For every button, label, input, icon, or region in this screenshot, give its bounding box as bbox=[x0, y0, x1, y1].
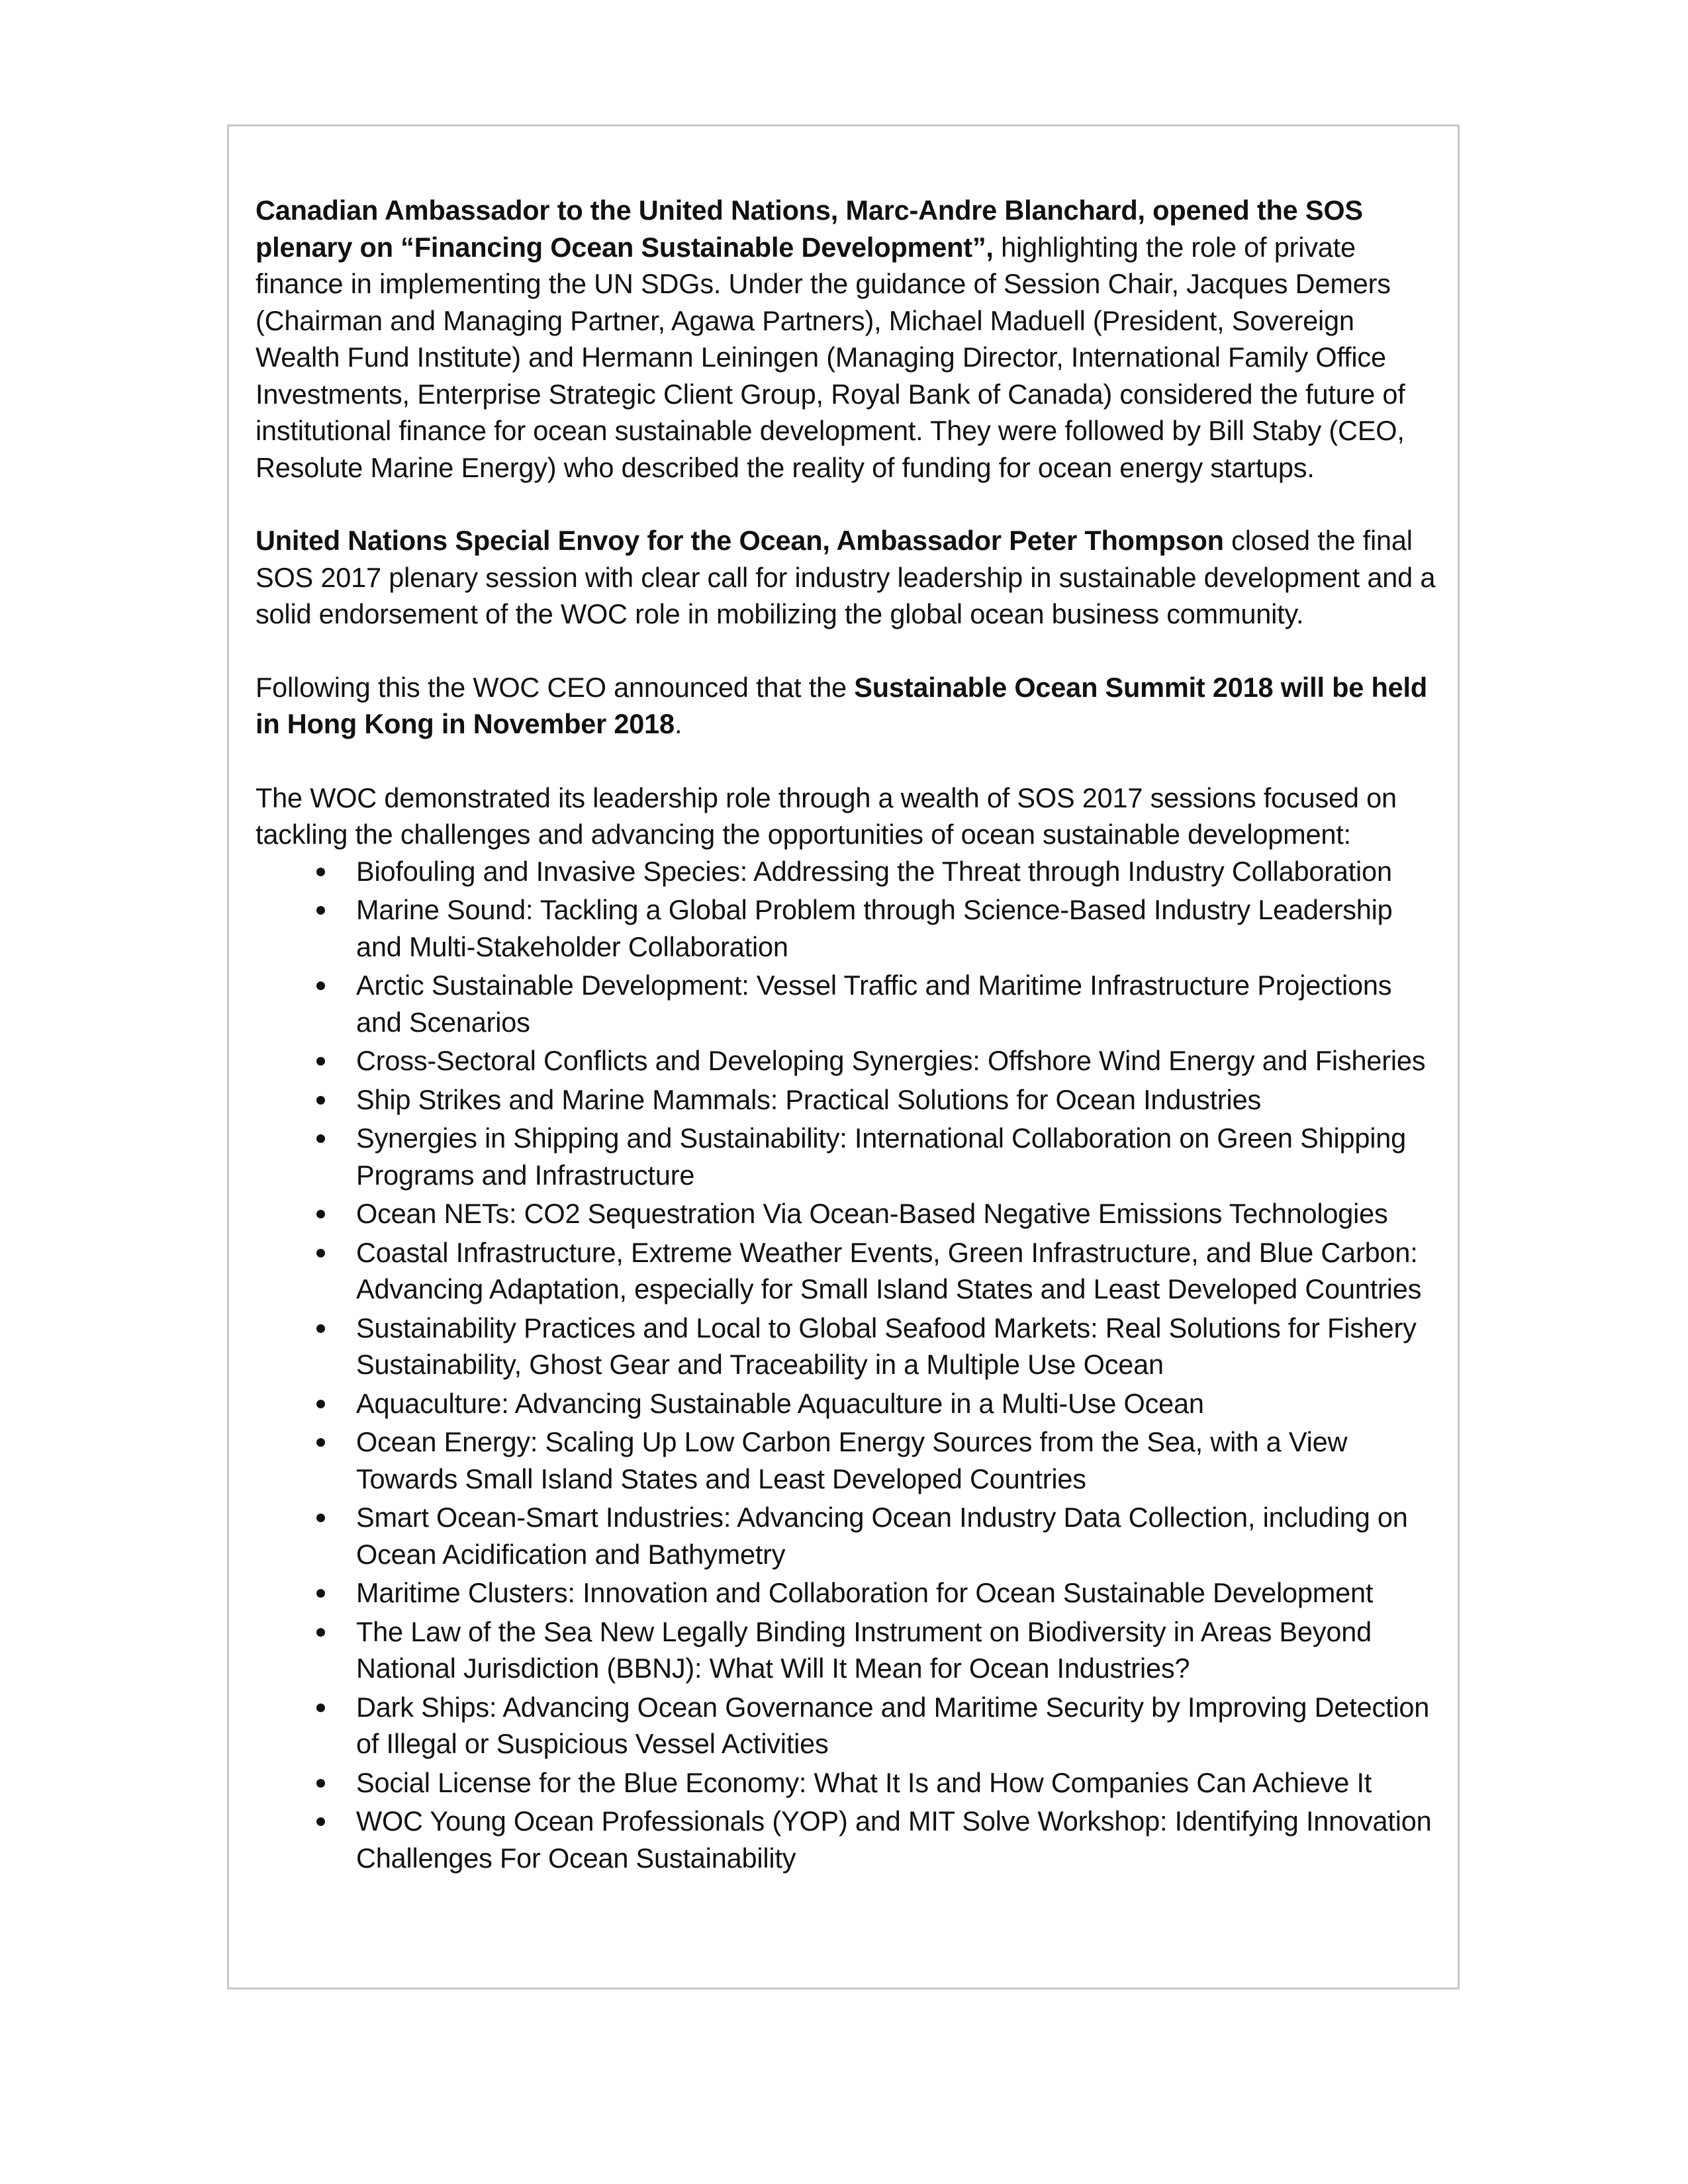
paragraph-highlight-bold: Sustainable Ocean Summit 2018 will be held in Hong Kong in November 2018 bbox=[256, 671, 1427, 739]
list-item bbox=[256, 1195, 1440, 1232]
bullet-icon bbox=[316, 1589, 325, 1598]
list-item bbox=[256, 967, 1440, 1040]
list-item bbox=[256, 1042, 1440, 1079]
bullet-icon bbox=[316, 906, 325, 915]
bullet-icon bbox=[316, 868, 325, 876]
list-item-text: Synergies in Shipping and Sustainability: International Collaboration on Green Shipping Programs and Infrastructure bbox=[356, 1122, 1407, 1191]
bullet-icon bbox=[316, 1704, 325, 1712]
list-item-text: WOC Young Ocean Professionals (YOP) and MIT Solve Workshop: Identifying Innovation Challenges For Ocean Sustainability bbox=[356, 1805, 1432, 1874]
list-item bbox=[256, 1574, 1440, 1612]
bullet-icon bbox=[316, 981, 325, 990]
list-item-text: Ship Strikes and Marine Mammals: Practical Solutions for Ocean Industries bbox=[356, 1083, 1261, 1115]
paragraph-text: closed the final SOS 2017 plenary session with clear call for industry leadership in sustainable development and a solid endorsement of the WOC role in mobilizing the global ocean business community. bbox=[256, 525, 1436, 629]
list-item bbox=[256, 1234, 1440, 1308]
list-item-text: The Law of the Sea New Legally Binding Instrument on Biodiversity in Areas Beyond National Jurisdiction (BBNJ): What Will It Mean for Ocean Industries? bbox=[356, 1615, 1372, 1684]
bullet-icon bbox=[316, 1514, 325, 1522]
paragraph-sessions-intro: The WOC demonstrated its leadership role through a wealth of SOS 2017 sessions focused on tackling the challenges and advancing the opportunities of ocean sustainable development: bbox=[256, 782, 1397, 850]
paragraph-text: highlighting the role of private finance in implementing the UN SDGs. Under the guidance of Session Chair, Jacques Demers (Chairman and Managing Partner, Agawa Partners), Michael Maduell (President, Sovereign Wealth Fund Institute) and Hermann Leiningen (Managing Director, International Family Office Investments, Enterprise Strategic Client Group, Royal Bank of Canada) considered the future of institutional finance for ocean sustainable development. They were followed by Bill Staby (CEO, Resolute Marine Energy) who described the reality of funding for ocean energy startups. bbox=[256, 231, 1405, 483]
list-item-text: Arctic Sustainable Development: Vessel Traffic and Maritime Infrastructure Projections and Scenarios bbox=[356, 970, 1392, 1038]
bullet-icon bbox=[316, 1628, 325, 1637]
list-item bbox=[256, 853, 1440, 890]
list-item bbox=[256, 1424, 1440, 1497]
paragraph-spacer bbox=[256, 743, 1440, 780]
bullet-icon bbox=[316, 1400, 325, 1408]
bullet-icon bbox=[316, 1779, 325, 1788]
list-item bbox=[256, 1081, 1440, 1118]
list-item bbox=[256, 891, 1440, 965]
paragraph-spacer bbox=[256, 633, 1440, 669]
bullet-icon bbox=[316, 1249, 325, 1257]
paragraph-text: Following this the WOC CEO announced that the bbox=[256, 671, 855, 703]
list-item-text: Dark Ships: Advancing Ocean Governance and Maritime Security by Improving Detection of Illegal or Suspicious Vessel Activities bbox=[356, 1691, 1430, 1759]
paragraph-spacer bbox=[256, 486, 1440, 522]
paragraph-text: . bbox=[674, 708, 682, 739]
list-item bbox=[256, 1803, 1440, 1876]
list-item-text: Smart Ocean-Smart Industries: Advancing Ocean Industry Data Collection, including on Ocean Acidification and Bathymetry bbox=[356, 1502, 1408, 1570]
bullet-icon bbox=[316, 1438, 325, 1447]
paragraph-lead-bold: Canadian Ambassador to the United Nations, Marc-Andre Blanchard, opened the SOS plenary on “Financing Ocean Sustainable Development”, bbox=[256, 195, 1363, 263]
list-item bbox=[256, 1689, 1440, 1762]
bullet-icon bbox=[316, 1096, 325, 1105]
paragraph-lead-bold: United Nations Special Envoy for the Ocean, Ambassador Peter Thompson bbox=[256, 525, 1224, 556]
list-item-text: Sustainability Practices and Local to Global Seafood Markets: Real Solutions for Fishery Sustainability, Ghost Gear and Traceability in a Multiple Use Ocean bbox=[356, 1312, 1417, 1380]
list-item-text: Ocean NETs: CO2 Sequestration Via Ocean-Based Negative Emissions Technologies bbox=[356, 1198, 1388, 1229]
list-item-text: Cross-Sectoral Conflicts and Developing Synergies: Offshore Wind Energy and Fisheries bbox=[356, 1045, 1426, 1076]
paragraph-summit-announcement bbox=[256, 669, 1440, 743]
sessions-list bbox=[256, 853, 1440, 1877]
list-item-text: Maritime Clusters: Innovation and Collaboration for Ocean Sustainable Development bbox=[356, 1577, 1374, 1608]
list-item bbox=[256, 1499, 1440, 1572]
document-body bbox=[256, 192, 1440, 1878]
list-item bbox=[256, 1385, 1440, 1422]
bullet-icon bbox=[316, 1057, 325, 1066]
list-item bbox=[256, 1614, 1440, 1687]
bullet-icon bbox=[316, 1817, 325, 1826]
bullet-icon bbox=[316, 1210, 325, 1218]
bullet-icon bbox=[316, 1324, 325, 1333]
list-item bbox=[256, 1120, 1440, 1193]
list-item-text: Biofouling and Invasive Species: Addressing the Threat through Industry Collaboration bbox=[356, 855, 1392, 887]
list-item-text: Ocean Energy: Scaling Up Low Carbon Energy Sources from the Sea, with a View Towards Small Island States and Least Developed Countries bbox=[356, 1426, 1348, 1494]
paragraph-financing-plenary bbox=[256, 192, 1440, 486]
list-item-text: Social License for the Blue Economy: What It Is and How Companies Can Achieve It bbox=[356, 1766, 1372, 1798]
list-item bbox=[256, 1310, 1440, 1383]
list-item-text: Marine Sound: Tackling a Global Problem through Science-Based Industry Leadership and Multi-Stakeholder Collaboration bbox=[356, 894, 1393, 962]
list-item-text: Coastal Infrastructure, Extreme Weather Events, Green Infrastructure, and Blue Carbon: Advancing Adaptation, especially for Small Island States and Least Developed Countries bbox=[356, 1236, 1422, 1304]
bullet-icon bbox=[316, 1134, 325, 1143]
paragraph-special-envoy bbox=[256, 522, 1440, 633]
list-item bbox=[256, 1764, 1440, 1801]
list-item-text: Aquaculture: Advancing Sustainable Aquaculture in a Multi-Use Ocean bbox=[356, 1387, 1204, 1419]
